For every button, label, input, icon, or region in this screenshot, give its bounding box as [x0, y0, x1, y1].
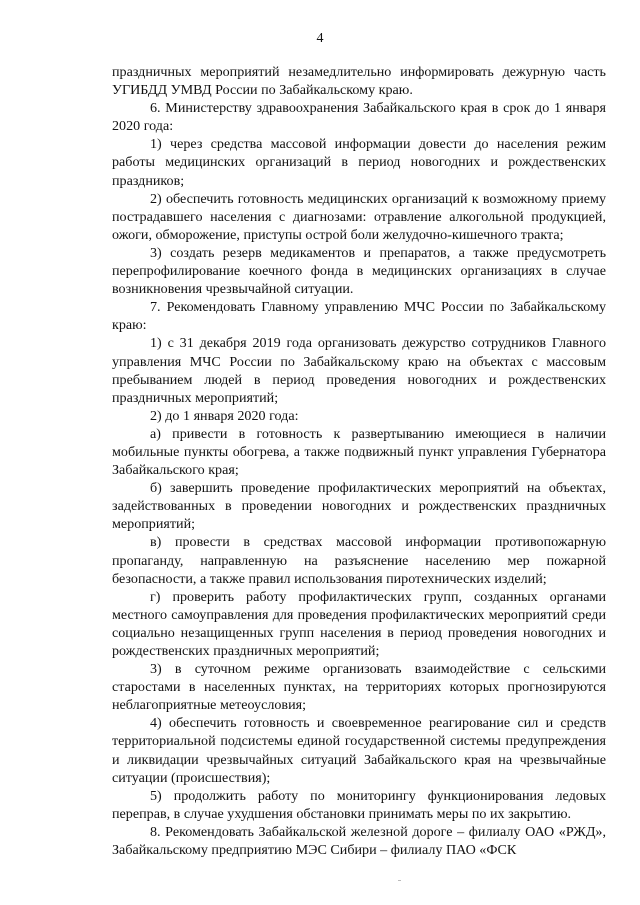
scan-artifact-mark	[398, 880, 401, 881]
paragraph-item-7-3: 3) в суточном режиме организовать взаимодействие с сельскими старостами в населенных пунктах, на территориях которых прогнозируются неблагоприятные метеоусловия;	[112, 661, 606, 714]
paragraph-item-7-2: 2) до 1 января 2020 года:	[150, 407, 299, 424]
paragraph-item-6: 6. Министерству здравоохранения Забайкальского края в срок до 1 января 2020 года:	[112, 100, 606, 135]
document-body	[112, 63, 606, 859]
paragraph-item-6-1: 1) через средства массовой информации довести до населения режим работы медицинских организаций в период новогодних и рождественских праздников;	[112, 136, 606, 189]
paragraph-item-7-2-v: в) провести в средствах массовой информации противопожарную пропаганду, направленную на разъяснение населению мер пожарной безопасности, а также правил использования пиротехнических изделий;	[112, 534, 606, 587]
paragraph-item-7-1: 1) с 31 декабря 2019 года организовать дежурство сотрудников Главного управления МЧС России по Забайкальскому краю на объектах с массовым пребыванием людей в период проведения новогодних и рождественских праздничных мероприятий;	[112, 335, 606, 406]
paragraph-item-7-4: 4) обеспечить готовность и своевременное реагирование сил и средств территориальной подсистемы единой государственной системы предупреждения и ликвидации чрезвычайных ситуаций Забайкальского края на чрезвычайные ситуации (происшествия);	[112, 715, 606, 786]
paragraph-item-6-2: 2) обеспечить готовность медицинских организаций к возможному приему пострадавшего населения с диагнозами: отравление алкогольной продукцией, ожоги, обморожение, приступы острой боли желудочно-кишечного тракта;	[112, 190, 606, 243]
paragraph-item-7: 7. Рекомендовать Главному управлению МЧС России по Забайкальскому краю:	[112, 299, 606, 334]
paragraph-continuation: праздничных мероприятий незамедлительно информировать дежурную часть УГИБДД УМВД России по Забайкальскому краю.	[112, 64, 606, 99]
paragraph-item-8: 8. Рекомендовать Забайкальской железной дороге – филиалу ОАО «РЖД», Забайкальскому предприятию МЭС Сибири – филиалу ПАО «ФСК	[112, 823, 606, 859]
paragraph-item-6-3: 3) создать резерв медикаментов и препаратов, а также предусмотреть перепрофилирование коечного фонда в медицинских организациях в случае возникновения чрезвычайной ситуации.	[112, 244, 606, 298]
paragraph-item-7-2-b: б) завершить проведение профилактических мероприятий на объектах, задействованных в проведении новогодних и рождественских праздничных мероприятий;	[112, 480, 606, 533]
page-number: 4	[316, 31, 324, 46]
paragraph-item-7-2-g: г) проверить работу профилактических групп, созданных органами местного самоуправления для проведения профилактических мероприятий среди социально незащищенных групп населения в период проведения новогодних и рождественских праздничных мероприятий;	[112, 588, 606, 659]
paragraph-item-7-5: 5) продолжить работу по мониторингу функционирования ледовых переправ, в случае ухудшения обстановки принимать меры по их закрытию.	[112, 787, 606, 822]
paragraph-item-7-2-a: а) привести в готовность к развертыванию имеющиеся в наличии мобильные пункты обогрева, а также подвижный пункт управления Губернатора Забайкальского края;	[112, 425, 606, 479]
